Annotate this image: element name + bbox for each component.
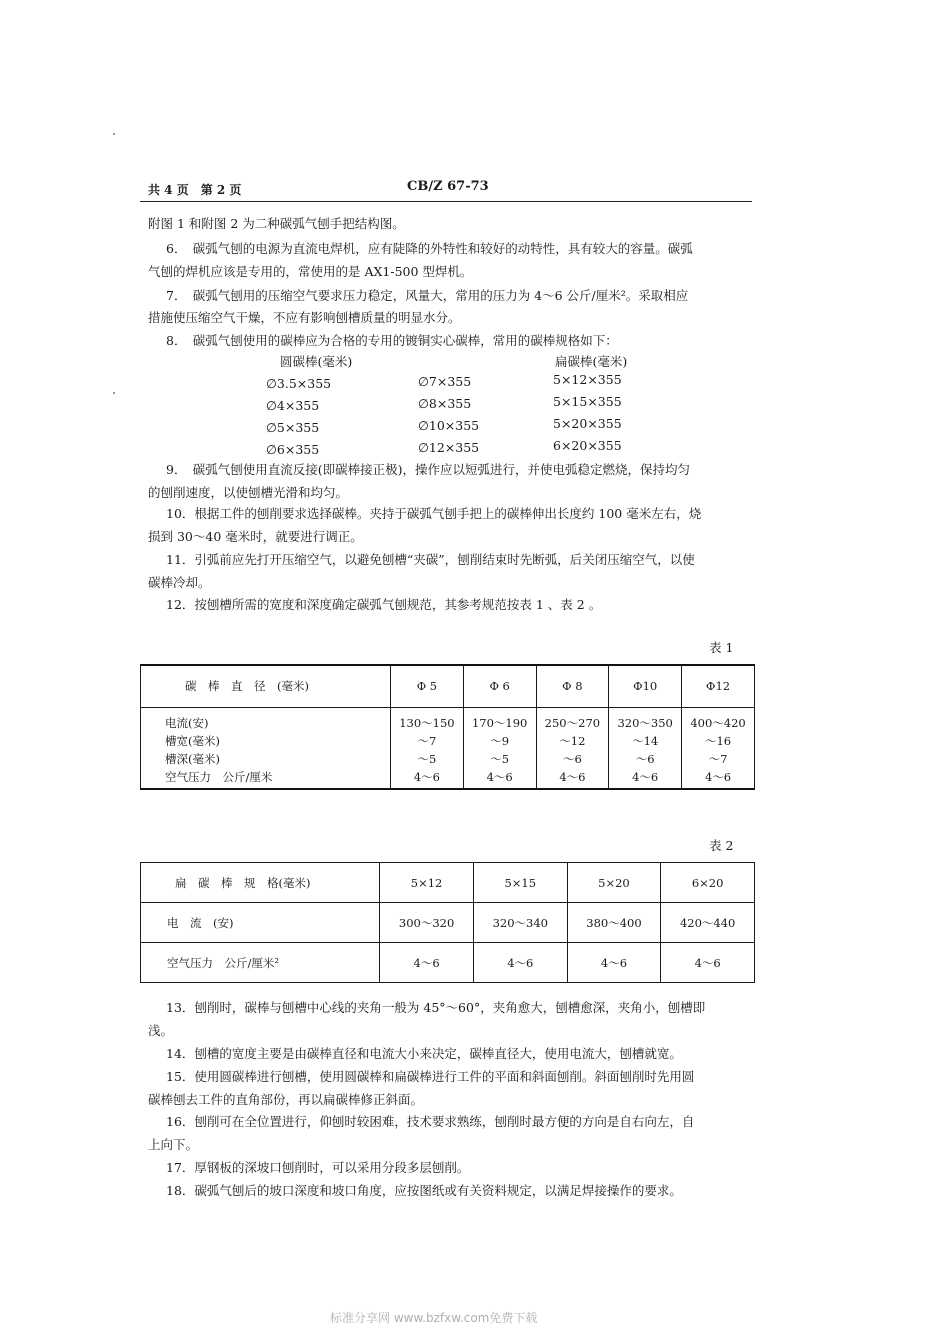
table-2-caption: 表 2 bbox=[709, 838, 734, 853]
flat-rod-spec: 6×20×355 bbox=[553, 438, 622, 453]
paragraph-line: 11．引弧前应先打开压缩空气，以避免刨槽“夹碳”，刨削结束时先断弧，后关闭压缩空气，以使 bbox=[166, 552, 695, 567]
table-value: 420～440 bbox=[661, 903, 755, 943]
table-value: ～6 bbox=[562, 751, 582, 766]
round-rod-spec: ∅7×355 bbox=[418, 374, 472, 389]
row-labels-cell bbox=[141, 707, 391, 789]
column-header: 5×12 bbox=[380, 863, 474, 903]
column-header: Φ 8 bbox=[536, 665, 609, 707]
table-value: 4～6 bbox=[704, 769, 732, 784]
row-label: 槽宽(毫米) bbox=[165, 733, 220, 748]
column-header: 5×15 bbox=[473, 863, 567, 903]
table-value: 320～340 bbox=[473, 903, 567, 943]
table-header-label: 碳 棒 直 径 (毫米) bbox=[141, 665, 391, 707]
page-count: 共 4 页 第 2 页 bbox=[148, 183, 242, 197]
scan-speck bbox=[113, 392, 115, 394]
table-row bbox=[141, 943, 755, 983]
table-1-caption: 表 1 bbox=[709, 640, 734, 655]
paragraph-line: 6． 碳弧气刨的电源为直流电焊机，应有陡降的外特性和较好的动特性，具有较大的容量。碳弧 bbox=[166, 241, 693, 256]
paragraph-line: 附图 1 和附图 2 为二种碳弧气刨手把结构图。 bbox=[148, 216, 405, 231]
paragraph-line: 18．碳弧气刨后的坡口深度和坡口角度，应按图纸或有关资料规定，以满足焊接操作的要求。 bbox=[166, 1183, 682, 1198]
paragraph-line: 损到 30～40 毫米时，就要进行调正。 bbox=[148, 529, 363, 544]
table-1 bbox=[140, 664, 755, 790]
scan-speck bbox=[113, 133, 115, 135]
paragraph-line: 13．刨削时，碳棒与刨槽中心线的夹角一般为 45°～60°，夹角愈大，刨槽愈深，夹角小，刨槽即 bbox=[166, 1000, 706, 1015]
column-header: 5×20 bbox=[567, 863, 661, 903]
flat-rod-spec: 5×15×355 bbox=[553, 394, 622, 409]
table-value: ～9 bbox=[490, 733, 510, 748]
value-cell bbox=[536, 707, 609, 789]
paragraph-line: 10．根据工件的刨削要求选择碳棒。夹持于碳弧气刨手把上的碳棒伸出长度约 100 毫米左右，烧 bbox=[166, 506, 702, 521]
paragraph-line: 16．刨削可在全位置进行，仰刨时较困难，技术要求熟练，刨削时最方便的方向是自右向左，自 bbox=[166, 1114, 695, 1129]
column-header: Φ 5 bbox=[391, 665, 464, 707]
value-cell bbox=[391, 707, 464, 789]
table-value: 4～6 bbox=[632, 769, 659, 784]
round-rod-header: 圆碳棒(毫米) bbox=[280, 354, 353, 369]
table-value: 300～320 bbox=[380, 903, 474, 943]
paragraph-line: 措施使压缩空气干燥，不应有影响刨槽质量的明显水分。 bbox=[148, 310, 461, 325]
table-value: 4～6 bbox=[413, 769, 440, 784]
table-header-row bbox=[141, 665, 755, 707]
round-rod-spec: ∅10×355 bbox=[418, 418, 480, 433]
column-header: 6×20 bbox=[661, 863, 755, 903]
table-value: 4～6 bbox=[567, 943, 661, 983]
row-label: 空气压力 公斤/厘米 bbox=[165, 769, 273, 784]
table-header-label: 扁 碳 棒 规 格(毫米) bbox=[141, 863, 380, 903]
table-value: 4～6 bbox=[486, 769, 513, 784]
column-header: Φ10 bbox=[609, 665, 682, 707]
table-value: 250～270 bbox=[544, 715, 601, 730]
standard-code: CB/Z 67-73 bbox=[407, 179, 489, 194]
flat-rod-header: 扁碳棒(毫米) bbox=[555, 354, 628, 369]
table-value: 4～6 bbox=[559, 769, 586, 784]
table-value: 400～420 bbox=[690, 715, 746, 730]
table-value: 320～350 bbox=[617, 715, 673, 730]
value-cell bbox=[682, 707, 755, 789]
round-rod-spec: ∅5×355 bbox=[266, 420, 320, 435]
paragraph-line: 17．厚钢板的深坡口刨削时，可以采用分段多层刨削。 bbox=[166, 1160, 470, 1175]
table-value: 170～190 bbox=[471, 715, 528, 730]
column-header: Φ 6 bbox=[463, 665, 536, 707]
paragraph-line: 浅。 bbox=[148, 1023, 174, 1038]
value-cell bbox=[609, 707, 682, 789]
table-value: ～5 bbox=[417, 751, 437, 766]
table-value: ～14 bbox=[632, 733, 659, 748]
row-label: 电 流 (安) bbox=[141, 903, 380, 943]
flat-rod-spec: 5×20×355 bbox=[553, 416, 622, 431]
table-value: ～6 bbox=[635, 751, 655, 766]
paragraph-line: 15．使用圆碳棒进行刨槽，使用圆碳棒和扁碳棒进行工件的平面和斜面刨削。斜面刨削时先用圆 bbox=[166, 1069, 695, 1084]
table-value: ～12 bbox=[559, 733, 586, 748]
paragraph-line: 8． 碳弧气刨使用的碳棒应为合格的专用的镀铜实心碳棒，常用的碳棒规格如下： bbox=[166, 333, 618, 348]
table-value: 380～400 bbox=[567, 903, 661, 943]
row-label: 电流(安) bbox=[165, 715, 209, 730]
value-cell bbox=[463, 707, 536, 789]
paragraph-line: 14．刨槽的宽度主要是由碳棒直径和电流大小来决定，碳棒直径大，使用电流大，刨槽就宽。 bbox=[166, 1046, 682, 1061]
paragraph-line: 9． 碳弧气刨使用直流反接(即碳棒接正极)，操作应以短弧进行，并使电弧稳定燃烧，保持均匀 bbox=[166, 462, 690, 477]
table-value: 4～6 bbox=[380, 943, 474, 983]
table-value: 4～6 bbox=[473, 943, 567, 983]
paragraph-line: 7． 碳弧气刨用的压缩空气要求压力稳定，风量大，常用的压力为 4～6 公斤/厘米²。采取相应 bbox=[166, 288, 689, 303]
table-header-row bbox=[141, 863, 755, 903]
paragraph-line: 碳棒冷却。 bbox=[148, 575, 211, 590]
paragraph-line: 气刨的焊机应该是专用的，常使用的是 AX1-500 型焊机。 bbox=[148, 264, 473, 279]
table-value: ～7 bbox=[708, 751, 728, 766]
table-2 bbox=[140, 862, 755, 983]
paragraph-line: 碳棒刨去工件的直角部份，再以扁碳棒修正斜面。 bbox=[148, 1092, 424, 1107]
paragraph-line: 的刨削速度，以使刨槽光滑和均匀。 bbox=[148, 485, 349, 500]
table-value: ～5 bbox=[490, 751, 510, 766]
paragraph-line: 上向下。 bbox=[148, 1137, 199, 1152]
row-label: 槽深(毫米) bbox=[165, 751, 220, 766]
table-row bbox=[141, 903, 755, 943]
flat-rod-spec: 5×12×355 bbox=[553, 372, 622, 387]
table-value: 130～150 bbox=[399, 715, 455, 730]
header-rule bbox=[140, 201, 752, 202]
table-value: ～7 bbox=[417, 733, 437, 748]
row-label: 空气压力 公斤/厘米² bbox=[141, 943, 380, 983]
table-body-row bbox=[141, 707, 755, 789]
table-value: ～16 bbox=[704, 733, 732, 748]
paragraph-line: 12．按刨槽所需的宽度和深度确定碳弧气刨规范，其参考规范按表 1 、表 2 。 bbox=[166, 597, 602, 612]
column-header: Φ12 bbox=[682, 665, 755, 707]
round-rod-spec: ∅3.5×355 bbox=[266, 376, 332, 391]
round-rod-spec: ∅6×355 bbox=[266, 442, 320, 457]
footer-watermark-link[interactable]: 标准分享网 www.bzfxw.com免费下载 bbox=[330, 1311, 538, 1325]
round-rod-spec: ∅12×355 bbox=[418, 440, 480, 455]
round-rod-spec: ∅4×355 bbox=[266, 398, 320, 413]
table-value: 4～6 bbox=[661, 943, 755, 983]
round-rod-spec: ∅8×355 bbox=[418, 396, 472, 411]
